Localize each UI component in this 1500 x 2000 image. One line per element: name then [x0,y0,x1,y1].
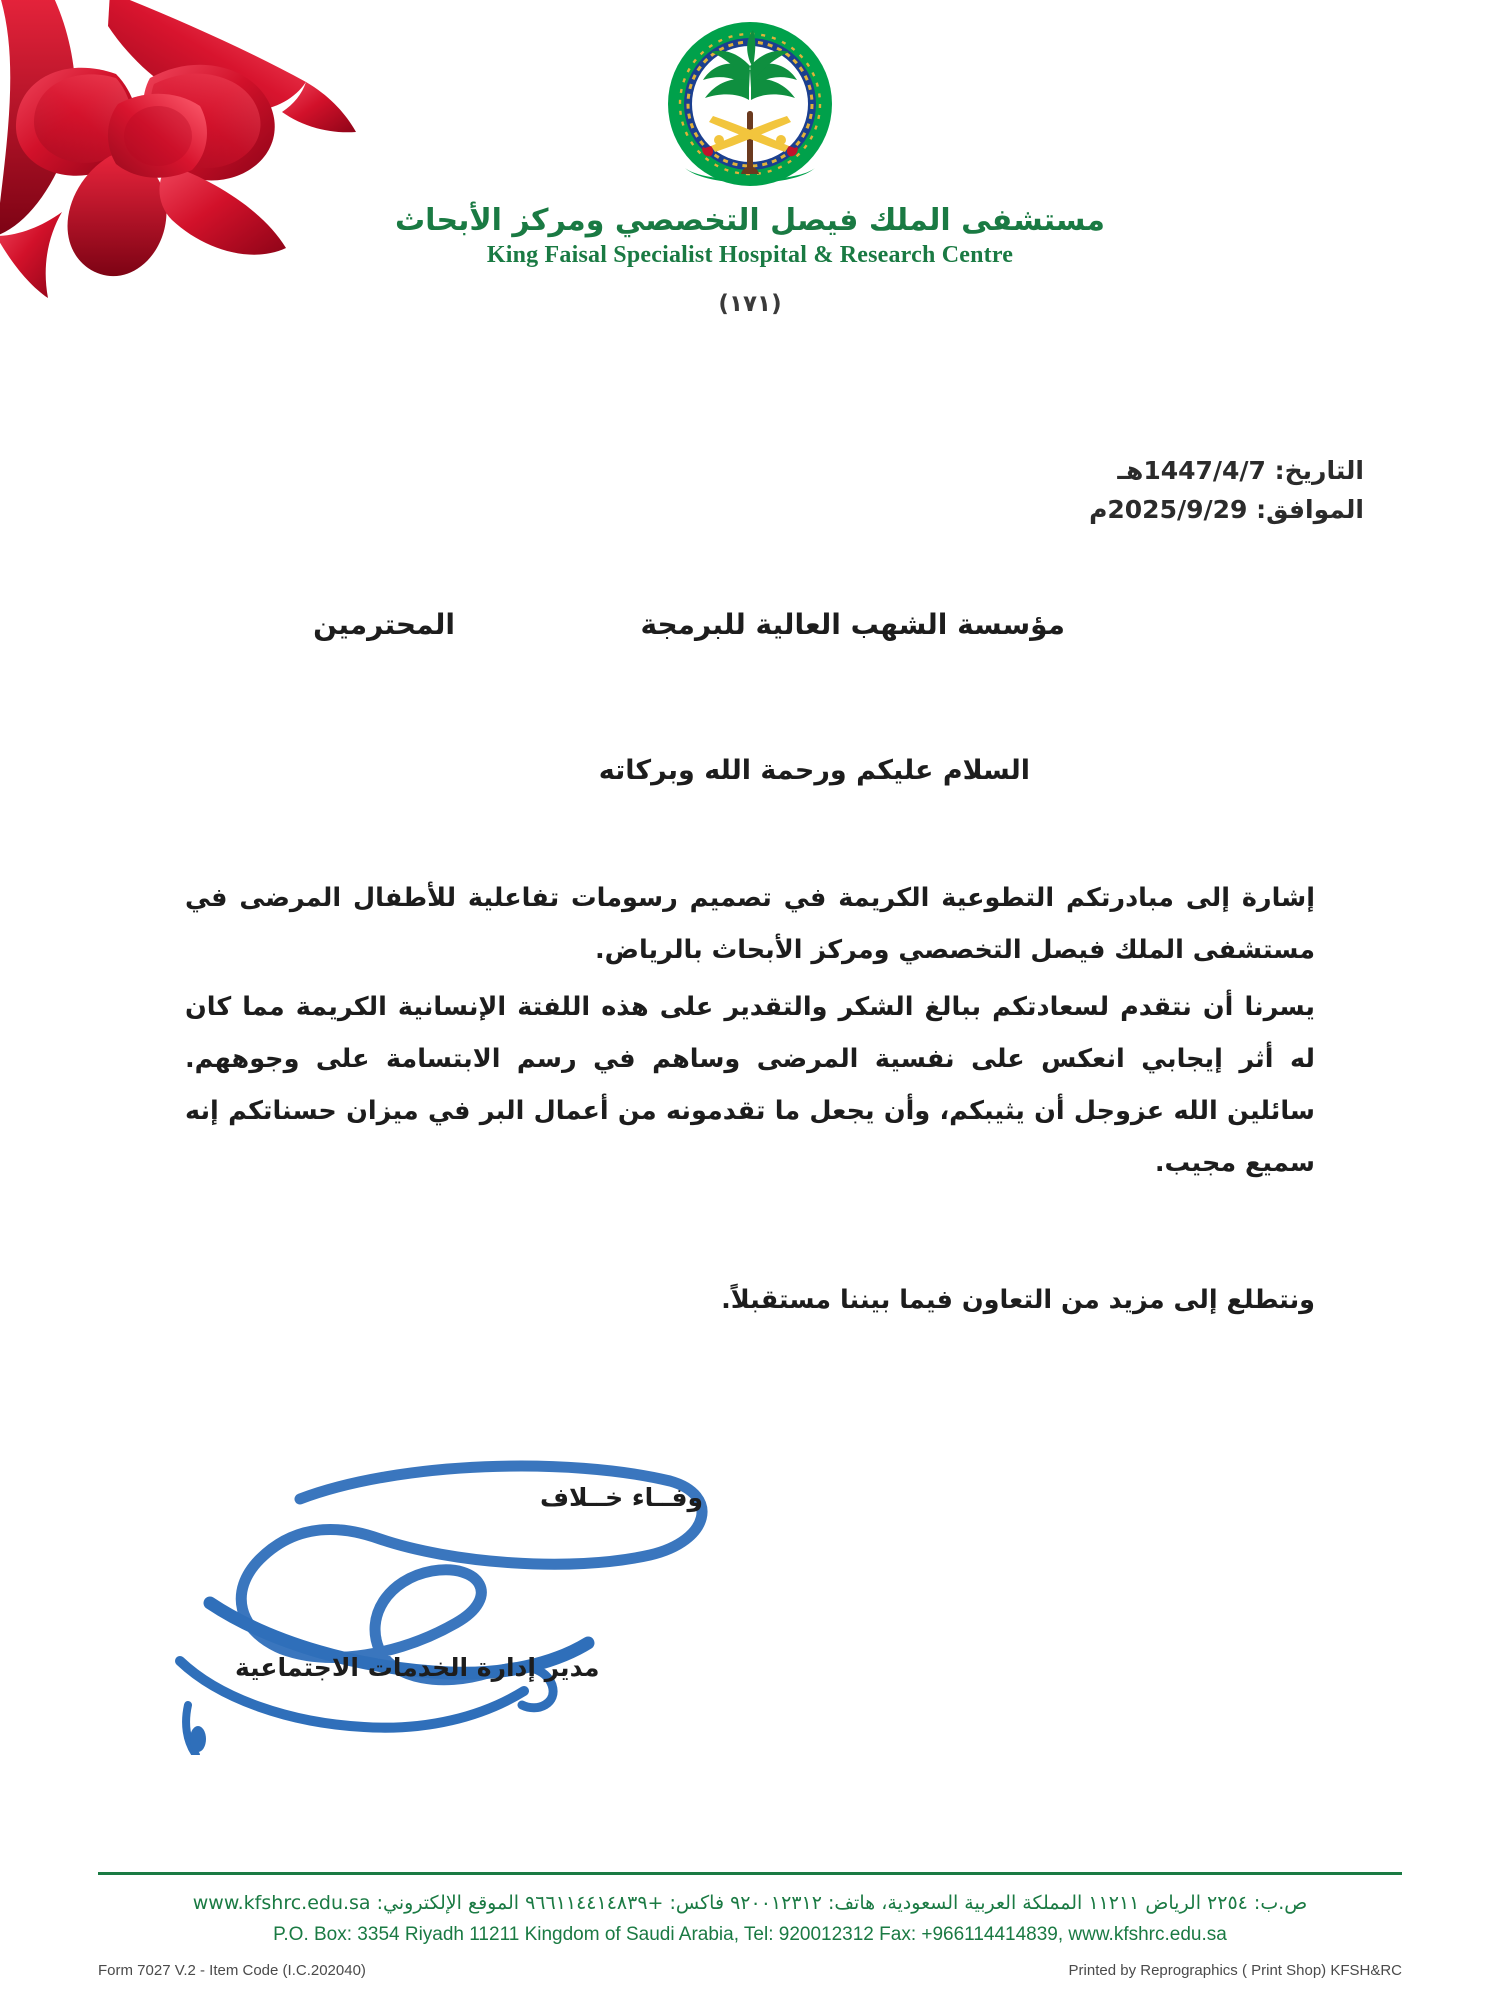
footer-divider [98,1872,1402,1875]
body-paragraph-2: يسرنا أن نتقدم لسعادتكم ببالغ الشكر والتقدير على هذه اللفتة الإنسانية الكريمة مما كان له أثر إيجابي انعكس على نفسية المرضى وساهم في رسم الابتسامة على وجوههم. سائلين الله عزوجل أن يثيبكم، وأن يجعل ما تقدمونه من أعمال البر في ميزان حسناتكم إنه سميع مجيب. [185,991,1315,1179]
organization-name-english: King Faisal Specialist Hospital & Research Centre [486,241,1014,268]
hijri-date: التاريخ: 1447/4/7هـ [1117,456,1364,485]
printer-note: Printed by Reprographics ( Print Shop) KFSH&RC [1068,1962,1402,1979]
recipient-honorific: المحترمين [313,608,455,641]
kfshrc-crest-icon [655,18,845,196]
body-paragraph-1: إشارة إلى مبادرتكم التطوعية الكريمة في تصميم رسومات تفاعلية للأطفال المرضى في مستشفى الملك فيصل التخصصي ومركز الأبحاث بالرياض. [185,883,1315,966]
form-number: (١٧١) [718,290,782,317]
recipient-name: مؤسسة الشهب العالية للبرمجة [640,608,1065,641]
organization-name-arabic: مستشفى الملك فيصل التخصصي ومركز الأبحاث [395,203,1105,238]
signatory-name: وفــاء خــلاف [540,1483,704,1512]
form-code: Form 7027 V.2 - Item Code (I.C.202040) [98,1962,366,1979]
letterhead [0,18,1500,317]
footer-address-arabic: ص.ب: ٢٢٥٤ الرياض ١١٢١١ المملكة العربية السعودية، هاتف: ٩٢٠٠١٢٣١٢ فاكس: +٩٦٦١١٤٤١٤٨٣٩ الموقع الإلكتروني: www.kfshrc.edu.sa [192,1892,1308,1914]
date-block [1089,452,1364,530]
signatory-title: مدير إدارة الخدمات الاجتماعية [235,1653,600,1682]
handwritten-signature-mark [150,1455,870,1755]
body-closing: ونتطلع إلى مزيد من التعاون فيما بيننا مستقبلاً. [721,1285,1315,1315]
signature-block [150,1455,870,1755]
salutation: السلام عليكم ورحمة الله وبركاته [598,755,1030,786]
letter-body [185,872,1315,1194]
footer [98,1872,1402,1949]
print-codes [98,1962,1402,1979]
footer-address-english: P.O. Box: 3354 Riyadh 11211 Kingdom of Saudi Arabia, Tel: 920012312 Fax: +966114414839, www.kfshrc.edu.sa [273,1923,1227,1945]
gregorian-date: الموافق: 2025/9/29م [1089,494,1364,524]
